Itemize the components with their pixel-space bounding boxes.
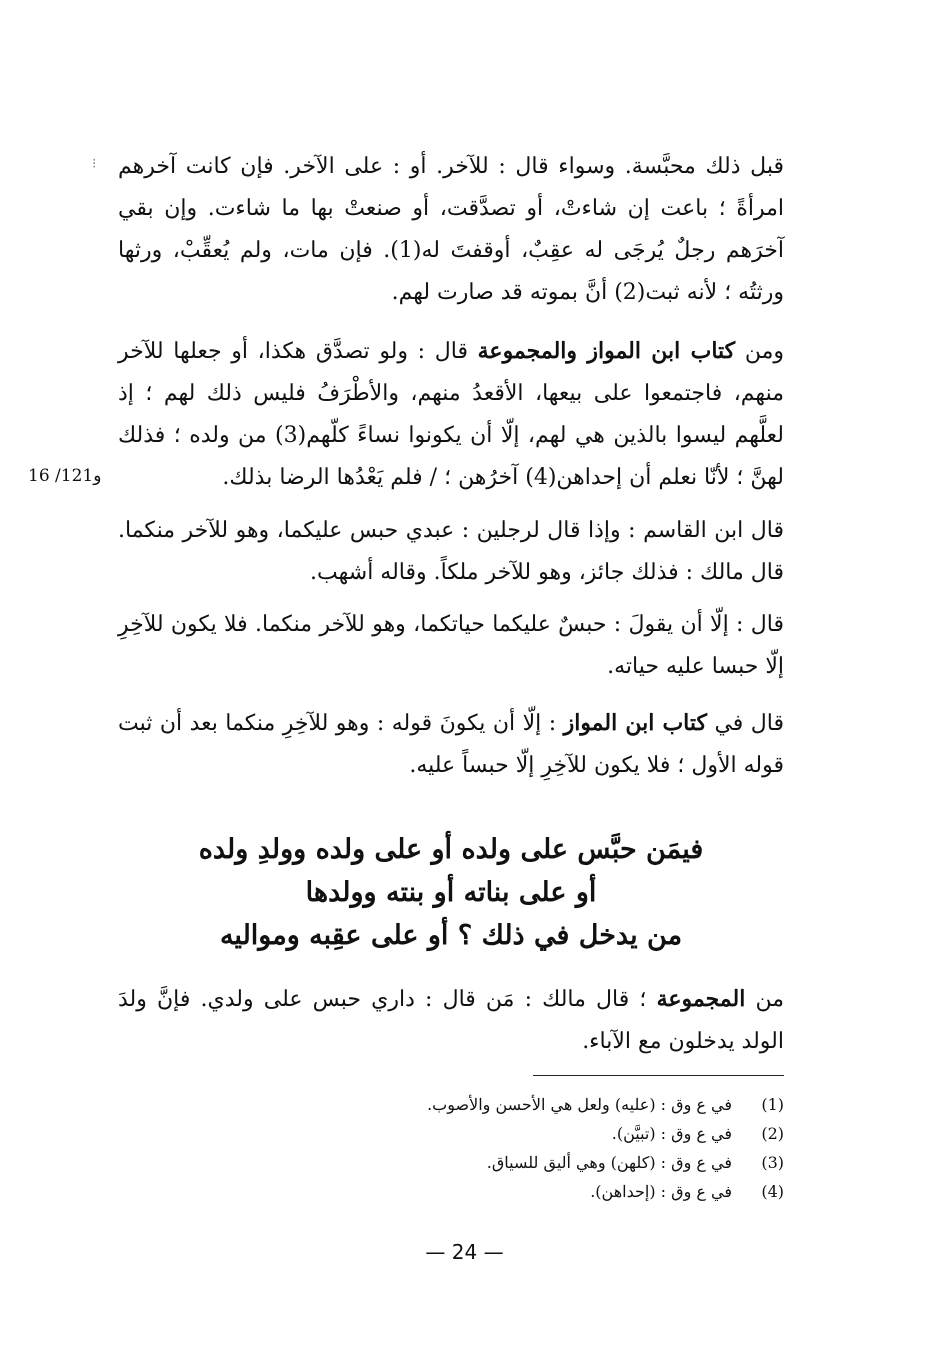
paragraph-2-text: قال : ولو تصدَّق هكذا، أو جعلها للآخر منهم، فاجتمعوا على بيعها، الأقعدُ منهم، والأطْرَفُ فليس ذلك لهم ؛ إذ لعلَّهم ليسوا بالذين هي لهم، إلّا أن يكونوا نساءً كلّهم(3) من ولده ؛ فذلك لهنَّ ؛ لأنّا نعلم أن إحداهن(4) آخرُهن ؛ / فلم يَعْدُها الرضا بذلك. — [118, 339, 784, 490]
footnote — [300, 1119, 784, 1148]
footnote-text: في ع وق : (إحداهن). — [590, 1182, 732, 1201]
section-heading — [118, 828, 784, 957]
footnote-text: في ع وق : (تبيَّن). — [611, 1124, 732, 1143]
paragraph-5 — [118, 702, 784, 787]
paragraph-5-lead: قال في — [714, 711, 784, 736]
paragraph-2 — [118, 330, 784, 499]
source-citation: المجموعة — [656, 986, 746, 1012]
footnote-number: (1) — [761, 1095, 784, 1114]
footnote-number: (4) — [761, 1182, 784, 1201]
footnote — [300, 1177, 784, 1206]
paragraph-2-lead: ومن — [744, 339, 784, 364]
page-number: — 24 — — [425, 1240, 504, 1264]
margin-dots: ⁝ — [92, 156, 97, 172]
paragraph-6-text: ؛ قال مالك : مَن قال : داري حبس على ولدي. فإنَّ ولدَ الولد يدخلون مع الآباء. — [118, 987, 784, 1054]
footnote-number: (2) — [761, 1124, 784, 1143]
footnote-text: في ع وق : (عليه) ولعل هي الأحسن والأصوب. — [427, 1095, 732, 1114]
footnote-separator — [533, 1075, 784, 1076]
source-citation: كتاب ابن المواز — [563, 710, 707, 736]
heading-line-1: فيمَن حبَّس على ولده أو على ولده وولدِ ولده — [198, 834, 704, 865]
folio-margin-note: 16 /121و — [28, 466, 102, 486]
heading-line-2: أو على بناته أو بنته وولدها — [305, 877, 597, 908]
paragraph-4: قال : إلّا أن يقولَ : حبسٌ عليكما حياتكما، وهو للآخر منكما. فلا يكون للآخِرِ إلّا حبسا عليه حياته. — [118, 612, 784, 679]
footnote-number: (3) — [761, 1153, 784, 1172]
paragraph-6-lead: من — [755, 987, 784, 1012]
paragraph-1: قبل ذلك محبَّسة. وسواء قال : للآخر. أو : على الآخر. فإن كانت آخرهم امرأةً ؛ باعت إن شاءتْ، أو تصدَّقت، أو صنعتْ بها ما شاءت. وإن بقي آخرَهم رجلٌ يُرجَى له عقِبٌ، أوقفتَ له(1). فإن مات، ولم يُعقِّبْ، ورثها ورثتُه ؛ لأنه ثبت(2) أنَّ بموته قد صارت لهم. — [118, 154, 784, 305]
paragraph-5-text: : إلّا أن يكونَ قوله : وهو للآخِرِ منكما بعد أن ثبت قوله الأول ؛ فلا يكون للآخِرِ إلّا حبساً عليه. — [118, 711, 784, 778]
footnotes — [300, 1090, 784, 1206]
heading-line-3: من يدخل في ذلك ؟ أو على عقِبه ومواليه — [219, 920, 683, 951]
paragraph-3: قال ابن القاسم : وإذا قال لرجلين : عبدي حبس عليكما، وهو للآخر منكما. قال مالك : فذلك جائز، وهو للآخر ملكاً. وقاله أشهب. — [118, 518, 784, 585]
paragraph-6 — [118, 978, 784, 1063]
source-citation: كتاب ابن المواز والمجموعة — [477, 338, 736, 364]
footnote — [300, 1090, 784, 1119]
footnote-text: في ع وق : (كلهن) وهي أليق للسياق. — [486, 1153, 732, 1172]
footnote — [300, 1148, 784, 1177]
